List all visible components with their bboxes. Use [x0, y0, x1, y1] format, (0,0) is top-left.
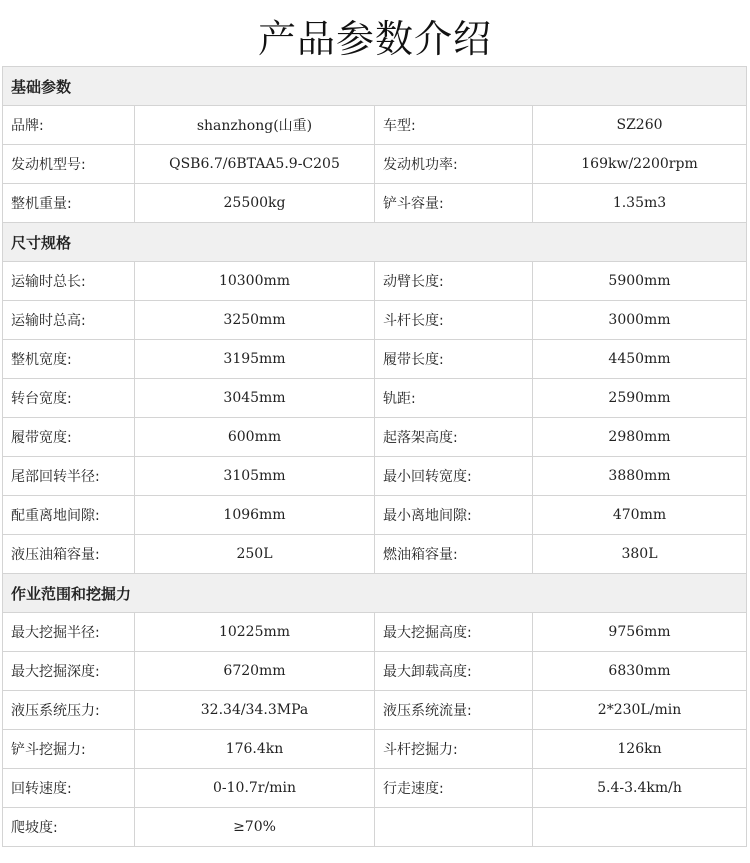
spec-table: [2, 66, 747, 847]
table-row: [3, 769, 747, 808]
table-row: [3, 106, 747, 145]
param-label: 燃油箱容量:: [375, 535, 533, 574]
param-label: 回转速度:: [3, 769, 135, 808]
table-row: [3, 184, 747, 223]
param-value: 10225mm: [135, 613, 375, 652]
param-value: 1096mm: [135, 496, 375, 535]
table-row: [3, 301, 747, 340]
param-value: ≥70%: [135, 808, 375, 847]
param-value: 6720mm: [135, 652, 375, 691]
param-label: 最大卸载高度:: [375, 652, 533, 691]
param-value: 3045mm: [135, 379, 375, 418]
param-label: 尾部回转半径:: [3, 457, 135, 496]
param-label: 动臂长度:: [375, 262, 533, 301]
param-label: 运输时总高:: [3, 301, 135, 340]
table-row: [3, 262, 747, 301]
param-value: 5.4-3.4km/h: [533, 769, 747, 808]
param-value: 2590mm: [533, 379, 747, 418]
table-row: [3, 730, 747, 769]
table-row: [3, 535, 747, 574]
param-value: 25500kg: [135, 184, 375, 223]
param-value: 250L: [135, 535, 375, 574]
param-value: 470mm: [533, 496, 747, 535]
param-label: 最小回转宽度:: [375, 457, 533, 496]
param-value: 9756mm: [533, 613, 747, 652]
param-value: 6830mm: [533, 652, 747, 691]
param-label: 行走速度:: [375, 769, 533, 808]
section-header-row: [3, 223, 747, 262]
param-label: 品牌:: [3, 106, 135, 145]
param-label: 液压油箱容量:: [3, 535, 135, 574]
table-row: [3, 496, 747, 535]
param-label: 发动机型号:: [3, 145, 135, 184]
param-label: 整机重量:: [3, 184, 135, 223]
param-label: 车型:: [375, 106, 533, 145]
table-row: [3, 340, 747, 379]
param-label: 最大挖掘深度:: [3, 652, 135, 691]
param-value: 32.34/34.3MPa: [135, 691, 375, 730]
param-label: [375, 808, 533, 847]
section-header-row: [3, 574, 747, 613]
param-label: 液压系统流量:: [375, 691, 533, 730]
table-row: [3, 418, 747, 457]
param-label: 整机宽度:: [3, 340, 135, 379]
param-label: 斗杆挖掘力:: [375, 730, 533, 769]
param-label: 履带宽度:: [3, 418, 135, 457]
param-label: 最小离地间隙:: [375, 496, 533, 535]
table-row: [3, 652, 747, 691]
param-value: 1.35m3: [533, 184, 747, 223]
section-header-row: [3, 67, 747, 106]
param-label: 液压系统压力:: [3, 691, 135, 730]
param-label: 铲斗挖掘力:: [3, 730, 135, 769]
param-value: [533, 808, 747, 847]
spec-table-body: [3, 67, 747, 847]
param-label: 轨距:: [375, 379, 533, 418]
table-row: [3, 691, 747, 730]
page-title: 产品参数介绍: [257, 17, 492, 61]
param-label: 发动机功率:: [375, 145, 533, 184]
param-value: 3000mm: [533, 301, 747, 340]
param-label: 起落架高度:: [375, 418, 533, 457]
param-label: 爬坡度:: [3, 808, 135, 847]
param-label: 转台宽度:: [3, 379, 135, 418]
param-label: 配重离地间隙:: [3, 496, 135, 535]
param-value: 380L: [533, 535, 747, 574]
table-row: [3, 145, 747, 184]
param-value: QSB6.7/6BTAA5.9-C205: [135, 145, 375, 184]
param-value: 3250mm: [135, 301, 375, 340]
section-heading: 作业范围和挖掘力: [3, 574, 747, 613]
section-heading: 尺寸规格: [3, 223, 747, 262]
param-label: 斗杆长度:: [375, 301, 533, 340]
param-value: 600mm: [135, 418, 375, 457]
param-value: 4450mm: [533, 340, 747, 379]
param-label: 铲斗容量:: [375, 184, 533, 223]
param-value: 126kn: [533, 730, 747, 769]
param-value: 0-10.7r/min: [135, 769, 375, 808]
param-value: 2980mm: [533, 418, 747, 457]
table-row: [3, 613, 747, 652]
param-value: 169kw/2200rpm: [533, 145, 747, 184]
param-value: 2*230L/min: [533, 691, 747, 730]
param-label: 最大挖掘半径:: [3, 613, 135, 652]
param-value: 176.4kn: [135, 730, 375, 769]
param-value: 3105mm: [135, 457, 375, 496]
param-value: shanzhong(山重): [135, 106, 375, 145]
param-label: 最大挖掘高度:: [375, 613, 533, 652]
param-value: 3880mm: [533, 457, 747, 496]
table-row: [3, 379, 747, 418]
param-label: 运输时总长:: [3, 262, 135, 301]
param-label: 履带长度:: [375, 340, 533, 379]
table-row: [3, 457, 747, 496]
section-heading: 基础参数: [3, 67, 747, 106]
param-value: SZ260: [533, 106, 747, 145]
table-row: [3, 808, 747, 847]
param-value: 10300mm: [135, 262, 375, 301]
param-value: 3195mm: [135, 340, 375, 379]
param-value: 5900mm: [533, 262, 747, 301]
